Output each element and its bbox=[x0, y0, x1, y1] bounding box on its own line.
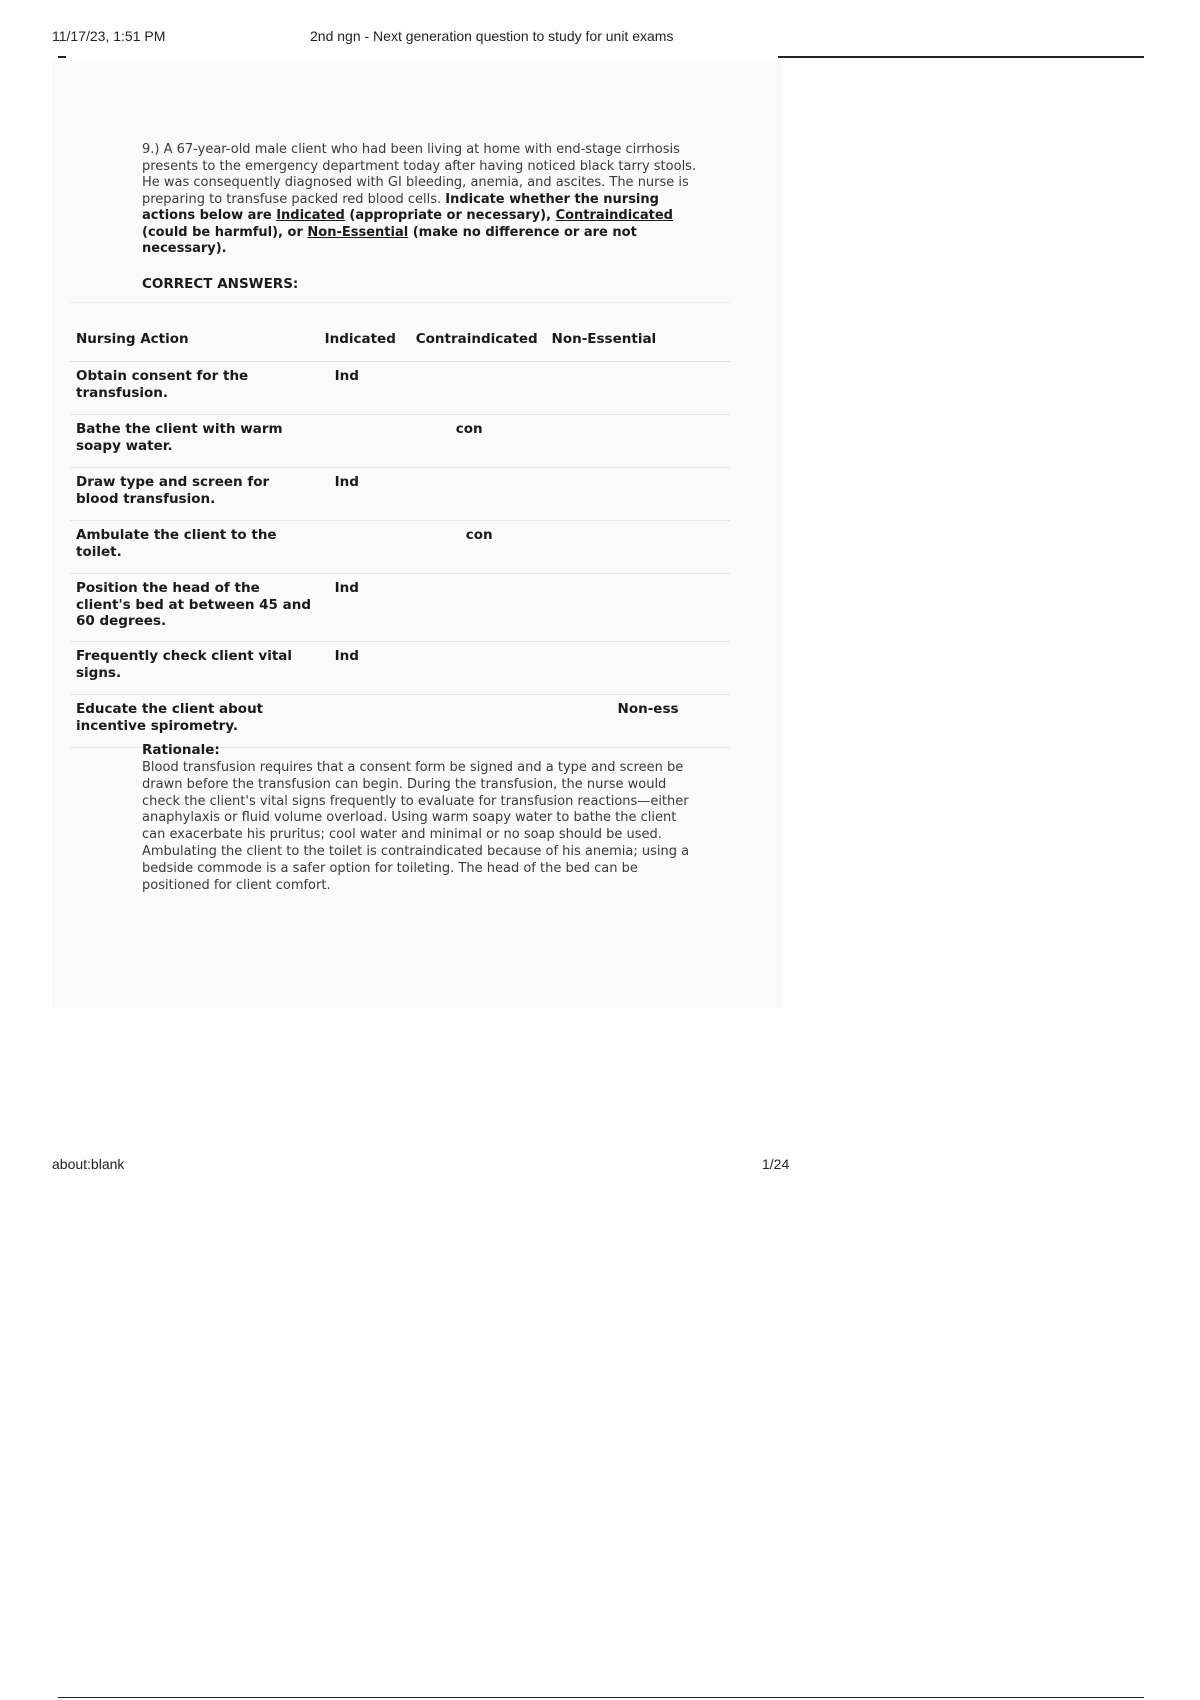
print-url: about:blank bbox=[52, 1156, 125, 1172]
correct-answers-label: CORRECT ANSWERS: bbox=[142, 276, 299, 292]
contraindicated-cell bbox=[410, 362, 546, 415]
term-indicated: Indicated bbox=[276, 208, 345, 223]
indicated-cell bbox=[319, 695, 410, 748]
header-contraindicated: Contraindicated bbox=[410, 303, 546, 362]
action-cell: Bathe the client with warm soapy water. bbox=[70, 415, 319, 468]
contraindicated-cell: con bbox=[410, 415, 546, 468]
contraindicated-cell bbox=[410, 642, 546, 695]
question-text bbox=[142, 142, 702, 258]
bottom-rule bbox=[58, 1697, 1144, 1698]
action-cell: Position the head of the client's bed at between 45 and 60 degrees. bbox=[70, 574, 319, 642]
nonessential-cell bbox=[546, 574, 730, 642]
nonessential-cell bbox=[546, 415, 730, 468]
nonessential-cell bbox=[546, 521, 730, 574]
action-cell: Draw type and screen for blood transfusion. bbox=[70, 468, 319, 521]
table-row bbox=[70, 695, 730, 748]
contraindicated-cell bbox=[410, 574, 546, 642]
header-non-essential: Non-Essential bbox=[546, 303, 730, 362]
indicated-cell bbox=[319, 521, 410, 574]
top-mark bbox=[58, 56, 66, 58]
table-row bbox=[70, 521, 730, 574]
nonessential-cell: Non-ess bbox=[546, 695, 730, 748]
action-cell: Educate the client about incentive spirometry. bbox=[70, 695, 319, 748]
action-cell: Frequently check client vital signs. bbox=[70, 642, 319, 695]
contraindicated-cell bbox=[410, 468, 546, 521]
contraindicated-cell bbox=[410, 695, 546, 748]
print-title: 2nd ngn - Next generation question to study for unit exams bbox=[310, 28, 674, 44]
indicated-cell: Ind bbox=[319, 574, 410, 642]
term-nonessential: Non-Essential bbox=[307, 224, 409, 240]
action-cell: Obtain consent for the transfusion. bbox=[70, 362, 319, 415]
indicated-cell: Ind bbox=[319, 642, 410, 695]
table-row bbox=[70, 574, 730, 642]
term-contraindicated: Contraindicated bbox=[555, 208, 673, 223]
contraindicated-cell: con bbox=[410, 521, 546, 574]
rationale-text: Blood transfusion requires that a consent form be signed and a type and screen be drawn before the transfusion can begin. During the transfusion, the nurse would check the client's vital signs frequently to evaluate for transfusion reactions—either anaphylaxis or fluid volume overload. Using warm soapy water to bathe the client can exacerbate his pruritus; cool water and minimal or no soap should be used. Ambulating the client to the toilet is contraindicated because of his anemia; using a bedside commode is a safer option for toileting. The head of the bed can be positioned for client comfort. bbox=[142, 760, 690, 893]
top-rule bbox=[778, 56, 1144, 58]
answers-table bbox=[70, 302, 730, 748]
table-row bbox=[70, 642, 730, 695]
print-timestamp: 11/17/23, 1:51 PM bbox=[52, 28, 166, 44]
header-nursing-action: Nursing Action bbox=[70, 303, 319, 362]
nonessential-cell bbox=[546, 362, 730, 415]
nonessential-cell bbox=[546, 642, 730, 695]
indicated-cell: Ind bbox=[319, 468, 410, 521]
page-number: 1/24 bbox=[762, 1156, 790, 1172]
header-indicated: Indicated bbox=[319, 303, 410, 362]
table-header-row bbox=[70, 303, 730, 362]
question-intro: 9.) A 67-year-old male client who had been living at home with end-stage cirrhosis presents to the emergency department today after having noticed black tarry stools. He was consequently diagnosed with GI bleeding, anemia, and ascites. The nurse is preparing to transfuse packed red blood cells. bbox=[142, 142, 697, 207]
table-row bbox=[70, 362, 730, 415]
indicated-cell: Ind bbox=[319, 362, 410, 415]
question-instruction: Indicate whether the nursing actions below are Indicated (appropriate or necessary), Contraindicated (could be harmful), or Non-Essential (make no difference or are not necessary). bbox=[142, 191, 673, 256]
action-cell: Ambulate the client to the toilet. bbox=[70, 521, 319, 574]
rationale-label: Rationale: bbox=[142, 742, 220, 758]
table-row bbox=[70, 415, 730, 468]
table-row bbox=[70, 468, 730, 521]
nonessential-cell bbox=[546, 468, 730, 521]
indicated-cell bbox=[319, 415, 410, 468]
